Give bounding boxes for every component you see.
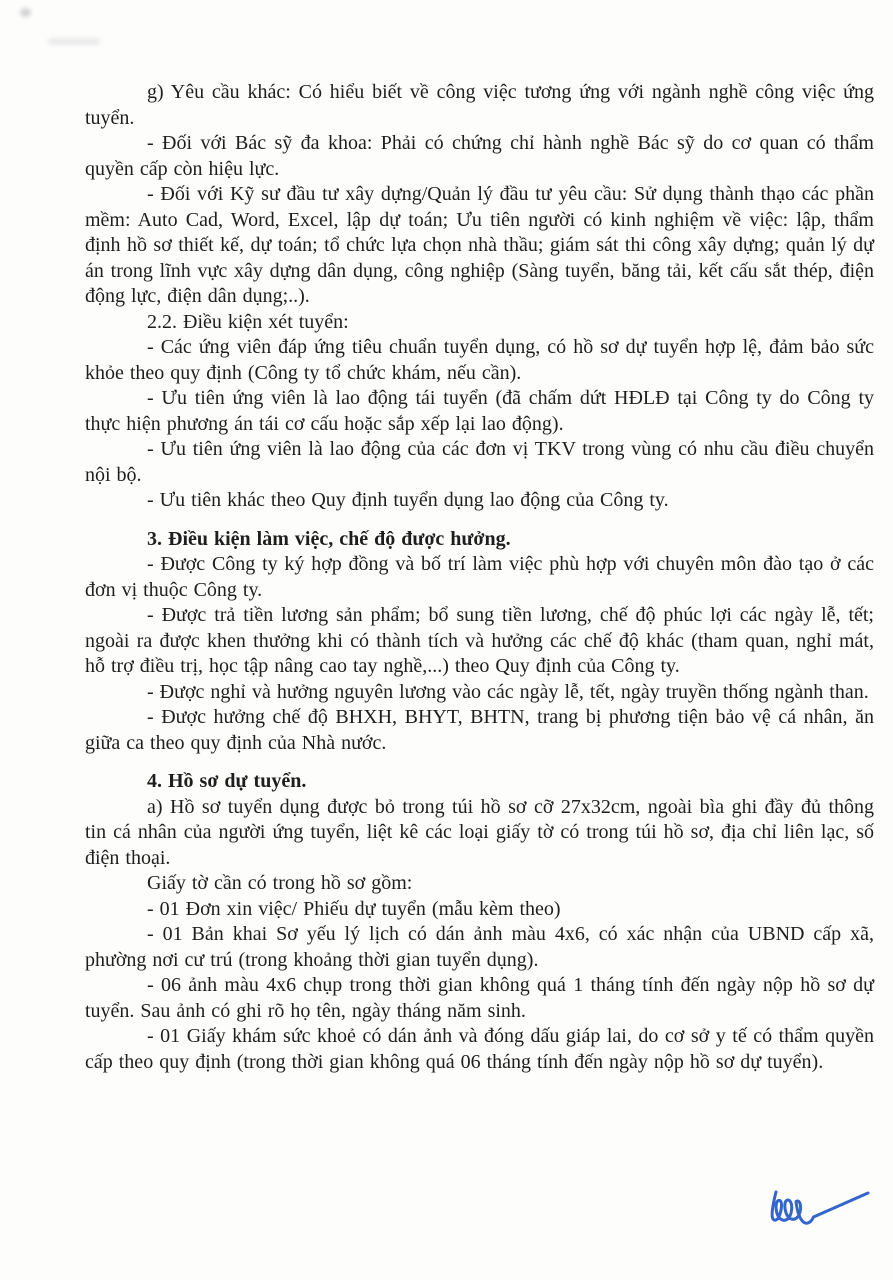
paragraph-application-form: - 01 Đơn xin việc/ Phiếu dự tuyển (mẫu kèm theo): [147, 897, 561, 920]
subheading-2-2: 2.2. Điều kiện xét tuyển:: [147, 310, 349, 333]
paragraph-engineer-requirement: - Đối với Kỹ sư đầu tư xây dựng/Quản lý đầu tư yêu cầu: Sử dụng thành thạo các phần mềm: Auto Cad, Word, Excel, lập dự toán; Ưu tiên người có kinh nghiệm về việc: lập, thẩm định hồ sơ thiết kế, dự toán; tổ chức lựa chọn nhà thầu; giám sát thi công xây dựng; quản lý dự án trong lĩnh vực xây dựng dân dụng, công nghiệp (Sàng tuyển, băng tải, kết cấu sắt thép, điện động lực, điện dân dụng;..).: [85, 183, 874, 307]
scan-smudge-artifact: [48, 38, 100, 45]
paragraph-health-certificate: - 01 Giấy khám sức khoẻ có dán ảnh và đóng dấu giáp lai, do cơ sở y tế có thẩm quyền cấp theo quy định (trong thời gian không quá 06 tháng tính đến ngày nộp hồ sơ dự tuyển).: [85, 1025, 874, 1073]
scan-smudge-artifact: [20, 8, 31, 17]
paragraph-candidate-standard: - Các ứng viên đáp ứng tiêu chuẩn tuyển dụng, có hồ sơ dự tuyển hợp lệ, đảm bảo sức khỏe theo quy định (Công ty tổ chức khám, nếu cần).: [85, 336, 874, 384]
paragraph-salary-benefits: - Được trả tiền lương sản phẩm; bổ sung tiền lương, chế độ phúc lợi các ngày lễ, tết; ngoài ra được khen thưởng khi có thành tích và hưởng các chế độ khác (tham quan, nghỉ mát, hỗ trợ điều trị, học tập nâng cao tay nghề,...) theo Quy định của Công ty.: [85, 604, 874, 677]
paragraph-photos: - 06 ảnh màu 4x6 chụp trong thời gian không quá 1 tháng tính đến ngày nộp hồ sơ dự tuyển. Sau ảnh có ghi rõ họ tên, ngày tháng năm sinh.: [85, 974, 874, 1022]
paragraph-cv-declaration: - 01 Bản khai Sơ yếu lý lịch có dán ảnh màu 4x6, có xác nhận của UBND cấp xã, phường nơi cư trú (trong khoảng thời gian tuyển dụng).: [85, 923, 874, 971]
section-heading-3: 3. Điều kiện làm việc, chế độ được hưởng.: [147, 527, 511, 550]
paragraph-priority-rehire: - Ưu tiên ứng viên là lao động tái tuyển (đã chấm dứt HĐLĐ tại Công ty do Công ty thực hiện phương án tái cơ cấu hoặc sắp xếp lại lao động).: [85, 387, 874, 435]
paragraph-holiday-pay: - Được nghỉ và hưởng nguyên lương vào các ngày lễ, tết, ngày truyền thống ngành than.: [147, 680, 869, 703]
paragraph-contract: - Được Công ty ký hợp đồng và bố trí làm việc phù hợp với chuyên môn đào tạo ở các đơn vị thuộc Công ty.: [85, 553, 874, 601]
paragraph-priority-other: - Ưu tiên khác theo Quy định tuyển dụng lao động của Công ty.: [147, 489, 669, 511]
paragraph-priority-tkv: - Ưu tiên ứng viên là lao động của các đơn vị TKV trong vùng có nhu cầu điều chuyển nội bộ.: [85, 438, 874, 486]
document-body-text: [85, 80, 874, 1075]
paragraph-doctor-requirement: - Đối với Bác sỹ đa khoa: Phải có chứng chỉ hành nghề Bác sỹ do cơ quan có thẩm quyền cấp còn hiệu lực.: [85, 132, 874, 180]
handwritten-signature: [763, 1186, 875, 1234]
paragraph-insurance: - Được hưởng chế độ BHXH, BHYT, BHTN, trang bị phương tiện bảo vệ cá nhân, ăn giữa ca theo quy định của Nhà nước.: [85, 706, 874, 754]
section-heading-4: 4. Hồ sơ dự tuyển.: [147, 770, 307, 792]
paragraph-requirement-other: g) Yêu cầu khác: Có hiểu biết về công việc tương ứng với ngành nghề công việc ứng tuyển.: [85, 81, 874, 129]
paragraph-dossier-envelope: a) Hồ sơ tuyển dụng được bỏ trong túi hồ sơ cỡ 27x32cm, ngoài bìa ghi đầy đủ thông tin cá nhân của người ứng tuyển, liệt kê các loại giấy tờ có trong túi hồ sơ, địa chỉ liên lạc, số điện thoại.: [85, 795, 874, 869]
paragraph-dossier-list-intro: Giấy tờ cần có trong hồ sơ gồm:: [147, 872, 413, 894]
